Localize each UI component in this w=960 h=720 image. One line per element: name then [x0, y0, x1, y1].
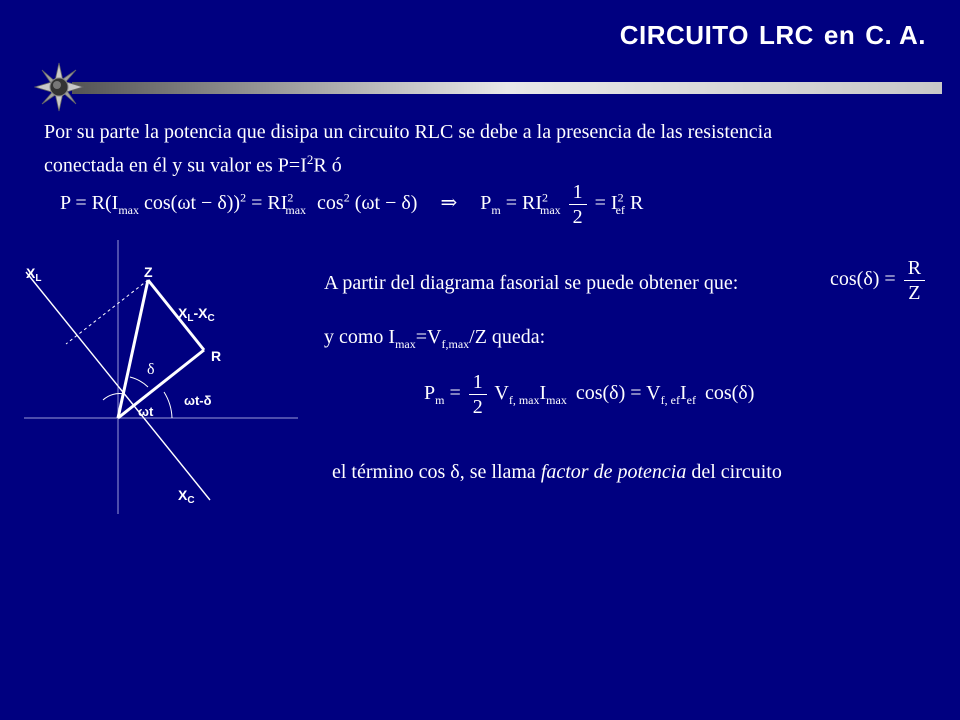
imax-sub: f,max [441, 337, 470, 351]
fraction [569, 180, 587, 229]
eq-sub: ef [686, 393, 696, 408]
eq-sub: max [285, 203, 307, 218]
cos-formula [830, 256, 928, 305]
imax-sub: max [395, 337, 416, 351]
label-sub: L [187, 313, 194, 324]
eq-sub: m [491, 203, 501, 218]
eq-term: = RI [251, 192, 288, 215]
factor-italic: factor de potencia [540, 461, 687, 483]
eq-sup: 2 [617, 190, 624, 205]
eq-term: I [539, 382, 547, 405]
label-sub: L [35, 273, 42, 284]
fraction-denominator: Z [904, 280, 925, 305]
title-word: CIRCUITO [619, 20, 749, 50]
eq-sub: m [435, 393, 445, 408]
eq-term: (ωt − δ) [354, 192, 418, 215]
imax-part: /Z queda: [469, 326, 546, 348]
eq-sub: max [539, 203, 561, 218]
title-word: LRC [758, 20, 814, 50]
eq-sup: 2 [343, 190, 350, 205]
eq-term: P [424, 382, 436, 405]
delta-label: δ [147, 361, 155, 378]
delta-arc [130, 377, 148, 387]
fraction-numerator: R [907, 257, 922, 279]
eq-term: = V [630, 382, 661, 405]
eq-term: cos [317, 192, 344, 215]
eq-sub: f, max [508, 393, 540, 408]
eq-term: R [629, 192, 644, 215]
imax-part: y como I [324, 326, 396, 348]
implies-symbol: ⇒ [440, 192, 458, 215]
phasor-text: A partir del diagrama fasorial se puede obtener que: [324, 272, 739, 294]
eq-sub: f, ef [660, 393, 680, 408]
eq-sup: 2 [240, 190, 247, 205]
label-sub: C [207, 313, 215, 324]
eq-sup: 2 [541, 190, 548, 205]
eq-sup: 2 [287, 190, 294, 205]
eq-term: cos(δ) [575, 382, 626, 405]
eq-term: P [60, 192, 71, 215]
eq-term: P [480, 192, 492, 215]
star-icon [34, 62, 84, 112]
wt-label: ωt [138, 404, 154, 419]
label-main: X [26, 265, 36, 281]
intro-line [44, 146, 934, 180]
label-main: X [178, 305, 188, 321]
wt-minus-delta-label: ωt-δ [184, 393, 212, 408]
label-main: X [178, 487, 188, 503]
wt-minus-delta-arc [164, 392, 172, 418]
eq-term: = [449, 382, 461, 405]
label-sub: C [187, 495, 195, 506]
eq-sub: max [546, 393, 567, 408]
label-main: -X [193, 305, 208, 321]
intro-sup: 2 [306, 152, 314, 167]
title-word: C. A. [865, 20, 926, 50]
eq-sub: max [118, 203, 140, 218]
eq-term: = RI [505, 192, 542, 215]
eq-term: = R(I [75, 192, 119, 215]
fraction-numerator: 1 [472, 371, 483, 393]
intro-line: Por su parte la potencia que disipa un circuito RLC se debe a la presencia de las resistencia [44, 121, 773, 143]
fraction-numerator: 1 [572, 181, 583, 203]
eq-term: cos(δ) [704, 382, 755, 405]
eq-term: I [679, 382, 687, 405]
eq-sub: ef [615, 203, 625, 218]
factor-part: del circuito [686, 461, 782, 483]
factor-part: el término cos δ, se llama [332, 461, 541, 483]
decorative-rule [72, 82, 942, 94]
phasor-diagram [14, 232, 314, 522]
intro-text: conectada en él y su valor es P=I [44, 154, 307, 177]
imax-text [324, 326, 545, 352]
title-word: en [823, 20, 856, 50]
mean-power-equation [424, 370, 754, 419]
power-equation [60, 180, 643, 229]
eq-term: cos(ωt − δ)) [144, 192, 241, 215]
fraction-denominator: 2 [469, 394, 487, 419]
eq-term: V [494, 382, 509, 405]
fraction-denominator: 2 [569, 204, 587, 229]
power-factor-text [332, 461, 782, 484]
slide-title [620, 20, 926, 51]
imax-part: =V [415, 326, 442, 348]
eq-term: = I [594, 192, 618, 215]
cos-lhs: cos(δ) = [830, 268, 896, 291]
r-label: R [211, 348, 222, 364]
xl-xc-label [178, 305, 215, 324]
fraction [469, 370, 487, 419]
intro-paragraph [44, 118, 934, 180]
intro-text: R ó [313, 154, 342, 177]
xc-label [178, 487, 195, 506]
fraction [904, 256, 925, 305]
z-label: Z [144, 264, 153, 280]
